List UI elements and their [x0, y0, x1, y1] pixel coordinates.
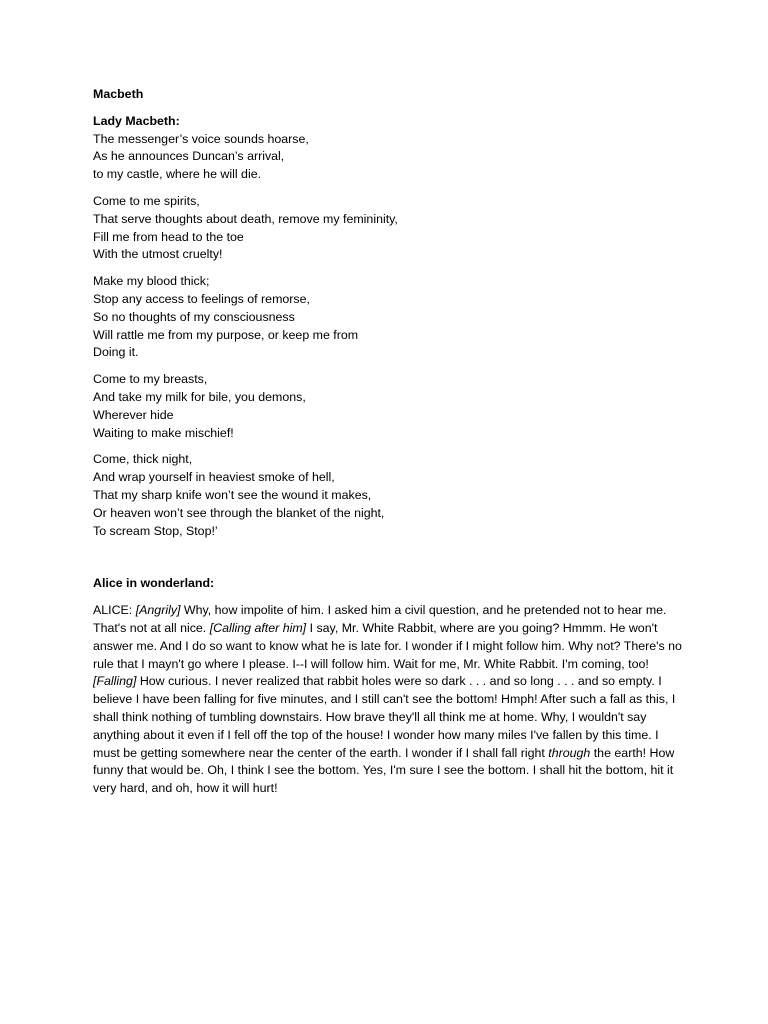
stage-direction: [Angrily] [135, 603, 181, 618]
verse-line: And take my milk for bile, you demons, [93, 389, 306, 404]
speaker-name: Lady Macbeth: [93, 113, 180, 128]
emphasis-text: through [548, 745, 591, 760]
verse-line: That serve thoughts about death, remove my femininity, [93, 211, 398, 226]
alice-title: Alice in wonderland: [93, 576, 215, 591]
verse-line: Make my blood thick; [93, 274, 210, 289]
stage-direction: [Falling] [93, 674, 137, 689]
verse-line: Doing it. [93, 345, 139, 360]
stanza-2 [93, 193, 683, 264]
prose-text: Why, how impolite of him. I asked him a civil question, and he pretended not to hear me. That's not at all nice. [93, 603, 667, 635]
verse-line: Will rattle me from my purpose, or keep me from [93, 327, 359, 342]
verse-line: Or heaven won’t see through the blanket of the night, [93, 505, 385, 520]
verse-line: to my castle, where he will die. [93, 167, 262, 182]
prose-text: the earth! How funny that would be. Oh, I think I see the bottom. Yes, I'm sure I see the bottom. I shall hit the bottom, hit it very hard, and oh, how it will hurt! [93, 745, 675, 796]
document-content [93, 86, 683, 798]
verse-line: Wherever hide [93, 407, 174, 422]
prose-text: How curious. I never realized that rabbit holes were so dark . . . and so long . . . and so empty. I believe I have been falling for five minutes, and I still can't see the bottom! Hmph! After such a fall as this, I shall think nothing of tumbling downstairs. How brave they'll all think me at home. Why, I wouldn't say anything about it even if I fell off the top of the house! I wonder how many miles I've fallen by this time. I must be getting somewhere near the center of the earth. I wonder if I shall fall right [93, 674, 676, 760]
verse-line: Come to my breasts, [93, 372, 208, 387]
verse-line: That my sharp knife won’t see the wound it makes, [93, 487, 372, 502]
verse-line: Fill me from head to the toe [93, 229, 244, 244]
stanza-5 [93, 451, 683, 540]
stanza-3 [93, 273, 683, 362]
stage-direction: [Calling after him] [209, 620, 307, 635]
stanza-4 [93, 371, 683, 442]
verse-line: As he announces Duncan’s arrival, [93, 149, 285, 164]
verse-line: To scream Stop, Stop!’ [93, 523, 218, 538]
macbeth-title: Macbeth [93, 87, 144, 101]
section-spacer [93, 549, 683, 575]
prose-text: ALICE: [93, 603, 136, 618]
alice-paragraph [93, 602, 683, 798]
verse-line: Stop any access to feelings of remorse, [93, 291, 310, 306]
verse-line: Come to me spirits, [93, 193, 200, 208]
verse-line: Come, thick night, [93, 452, 193, 467]
verse-line: With the utmost cruelty! [93, 247, 223, 262]
prose-text: I say, Mr. White Rabbit, where are you going? Hmmm. He won't answer me. And I do so want to know what he is late for. I wonder if I might follow him. Why not? There's no rule that I mayn't go where I please. I--I will follow him. Wait for me, Mr. White Rabbit. I'm coming, too! [93, 620, 682, 671]
stanza-1 [93, 113, 683, 184]
verse-line: And wrap yourself in heaviest smoke of hell, [93, 470, 335, 485]
verse-line: Waiting to make mischief! [93, 425, 234, 440]
verse-line: The messenger’s voice sounds hoarse, [93, 131, 309, 146]
verse-line: So no thoughts of my consciousness [93, 309, 295, 324]
